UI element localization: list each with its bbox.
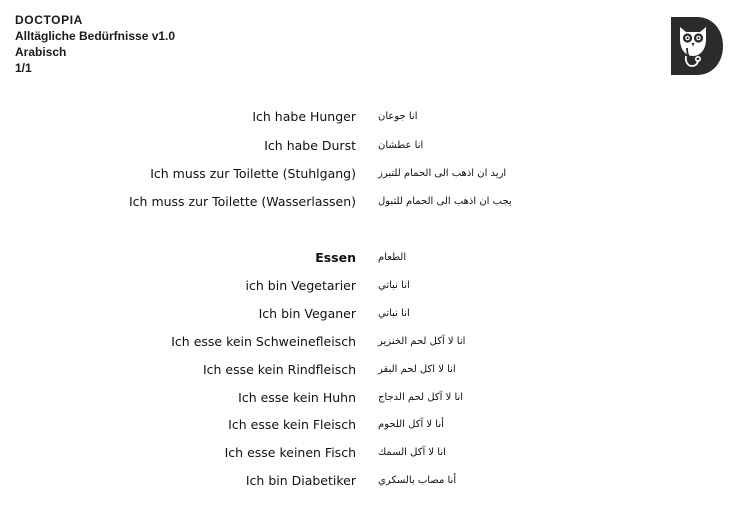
arabic-phrase: انا نباتي bbox=[378, 308, 410, 319]
phrase-row bbox=[0, 192, 752, 212]
german-phrase: Ich esse keinen Fisch bbox=[224, 445, 356, 460]
section-heading-arabic: الطعام bbox=[378, 252, 407, 263]
german-phrase: Ich esse kein Fleisch bbox=[228, 417, 356, 432]
arabic-phrase: انا لا آكل السمك bbox=[378, 447, 446, 458]
document-title: Alltägliche Bedürfnisse v1.0 bbox=[15, 29, 176, 43]
arabic-phrase: أنا لا آكل اللحوم bbox=[378, 419, 444, 430]
section-heading-row bbox=[0, 248, 752, 268]
arabic-phrase: انا جوعان bbox=[378, 111, 418, 122]
german-phrase: Ich esse kein Huhn bbox=[238, 390, 356, 405]
arabic-phrase: اريد ان اذهب الى الحمام للتبرز bbox=[378, 168, 507, 179]
german-phrase: ich bin Vegetarier bbox=[245, 278, 356, 293]
arabic-phrase: انا لا اكل لحم البقر bbox=[378, 364, 456, 375]
section-heading-german: Essen bbox=[315, 250, 356, 265]
arabic-phrase: يجب ان اذهب الى الحمام للتبول bbox=[378, 196, 512, 207]
german-phrase: Ich bin Diabetiker bbox=[245, 473, 356, 488]
phrase-row bbox=[0, 304, 752, 324]
page-number: 1/1 bbox=[15, 61, 32, 75]
arabic-phrase: انا لا آكل لحم الدجاج bbox=[378, 392, 464, 403]
phrase-row bbox=[0, 136, 752, 156]
arabic-phrase: انا عطشان bbox=[378, 140, 424, 151]
german-phrase: Ich muss zur Toilette (Stuhlgang) bbox=[150, 166, 356, 181]
arabic-phrase: انا لا آكل لحم الخنزير bbox=[378, 336, 466, 347]
arabic-phrase: انا نباتي bbox=[378, 280, 410, 291]
phrase-row bbox=[0, 471, 752, 491]
german-phrase: Ich bin Veganer bbox=[258, 306, 356, 321]
phrase-row bbox=[0, 107, 752, 127]
arabic-phrase: أنا مصاب بالسكري bbox=[378, 475, 457, 486]
phrase-row bbox=[0, 443, 752, 463]
phrase-row bbox=[0, 164, 752, 184]
phrase-row bbox=[0, 360, 752, 380]
phrase-row bbox=[0, 276, 752, 296]
german-phrase: Ich esse kein Schweinefleisch bbox=[171, 334, 356, 349]
phrase-row bbox=[0, 388, 752, 408]
german-phrase: Ich habe Hunger bbox=[252, 109, 356, 124]
brand-name: DOCTOPIA bbox=[15, 13, 83, 27]
german-phrase: Ich muss zur Toilette (Wasserlassen) bbox=[128, 194, 356, 209]
phrase-row bbox=[0, 332, 752, 352]
german-phrase: Ich habe Durst bbox=[264, 138, 356, 153]
phrase-row bbox=[0, 415, 752, 435]
german-phrase: Ich esse kein Rindfleisch bbox=[202, 362, 356, 377]
document-language: Arabisch bbox=[15, 45, 67, 59]
